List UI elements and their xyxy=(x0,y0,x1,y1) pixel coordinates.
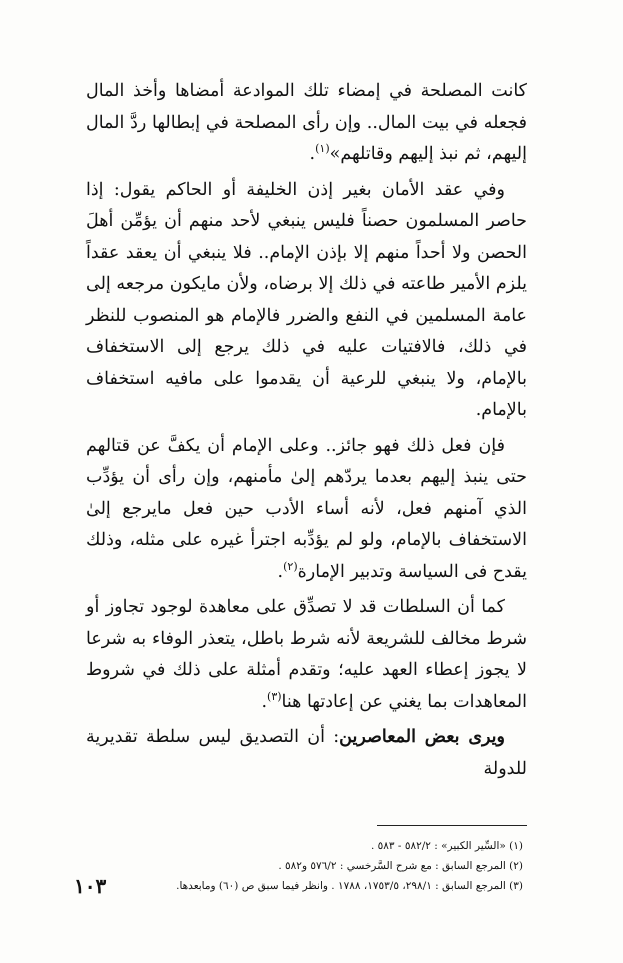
paragraph-4: كما أن السلطات قد لا تصدِّق على معاهدة لوجود تجاوز أو شرط مخالف للشريعة لأنه شرط باطل، يتعذر الوفاء به شرعا لا يجوز إعطاء العهد عليه؛ وتقدم أمثلة على ذلك في شروط المعاهدات بما يغني عن إعادتها هنا$^{(٣)}$. xyxy=(86,597,527,712)
paragraph-5: ويرى بعض المعاصرين: أن التصديق ليس سلطة تقديرية للدولة xyxy=(86,727,527,779)
footnote-ref-3[interactable]: (٣) xyxy=(267,689,282,703)
footnote-separator xyxy=(377,825,527,826)
paragraph-1: كانت المصلحة في إمضاء تلك الموادعة أمضاها وأخذ المال فجعله في بيت المال.. وإن رأى المصلحة في إبطالها ردَّ المال إليهم، ثم نبذ إليهم وقاتلهم»$^{(١)}$. xyxy=(86,81,527,164)
footnote-ref-2[interactable]: (٢) xyxy=(283,559,298,573)
paragraph-3: فإن فعل ذلك فهو جائز.. وعلى الإمام أن يكفَّ عن قتالهم حتى ينبذ إليهم بعدما يردّهم إلىٰ مأمنهم، وإن رأى أن يؤدِّب الذي آمنهم فعل، لأنه أساء الأدب حين فعل مايرجع إلىٰ الاستخفاف بالإمام، ولو لم يؤدِّبه اجترأ غيره على مثله، وذلك يقدح فى السياسة وتدبير الإمارة$^{(٢)}$. xyxy=(86,435,527,582)
footnote-ref-1[interactable]: (١) xyxy=(315,142,330,156)
page-number: ١٠٣ xyxy=(74,874,107,898)
footnote-2: (٢) المرجع السابق : مع شرح السَّرخسي : ٥٧٦/٢ و٥٨٢ . xyxy=(278,860,523,872)
paragraph-2: وفي عقد الأمان بغير إذن الخليفة أو الحاكم يقول: إذا حاصر المسلمون حصناً فليس ينبغي لأحد منهم أن يؤمِّن أهلَ الحصن ولا أحداً منهم إلا بإذن الإمام.. فلا ينبغي أن يعقد عقداً يلزم الأمير طاعته في ذلك إلا برضاه، ولأن مايكون مرجعه إلى عامة المسلمين في النفع والضرر فالإمام هو المنصوب للنظر في ذلك، فالافتيات عليه في ذلك يرجع إلى الاستخفاف بالإمام، ولا ينبغي للرعية أن يقدموا على مافيه استخفاف بالإمام. xyxy=(86,179,527,420)
footnote-3: (٣) المرجع السابق : ٢٩٨/١، ١٧٥٣/٥، ١٧٨٨ . وانظر فيما سبق ص (٦٠) ومابعدها. xyxy=(176,880,523,892)
footnotes xyxy=(86,836,527,896)
body-text xyxy=(86,76,527,785)
footnote-1: (١) «السِّير الكبير» : ٥٨٢/٢ - ٥٨٣ . xyxy=(370,840,523,852)
bold-lead: ويرى بعض المعاصرين xyxy=(339,727,506,747)
